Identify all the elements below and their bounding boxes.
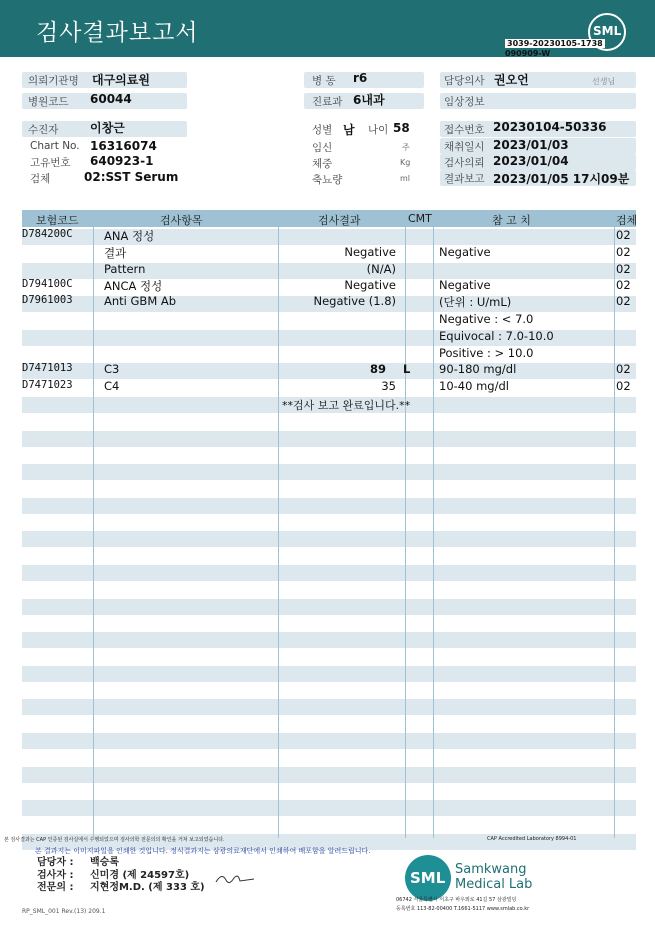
age-label: 나이 — [368, 124, 389, 136]
cell-reference: Negative : < 7.0 — [439, 312, 534, 326]
table-stripe — [22, 699, 636, 715]
column-divider — [278, 210, 279, 838]
collection-date-label: 채취일시 — [444, 141, 485, 153]
cell-specimen: 02 — [616, 278, 631, 292]
company-name-line1: Samkwang — [455, 862, 527, 877]
table-stripe — [22, 498, 636, 514]
company-logo-text: SML — [410, 869, 446, 887]
cell-specimen: 02 — [616, 228, 631, 242]
cell-reference: Negative — [439, 278, 491, 292]
cell-item: Pattern — [104, 262, 146, 276]
cell-specimen: 02 — [616, 379, 631, 393]
staff-label: 검사자 : — [37, 870, 74, 881]
pregnancy-unit: 주 — [402, 143, 410, 152]
pregnancy-label: 임신 — [312, 142, 333, 154]
cell-reference: 10-40 mg/dl — [439, 379, 509, 393]
requesting-org-label: 의뢰기관명 — [28, 75, 79, 87]
col-header-result: 검사결과 — [318, 214, 361, 227]
weight-unit: Kg — [400, 158, 411, 167]
clinical-info-label: 임상정보 — [444, 96, 485, 108]
cell-result: 35 — [381, 379, 396, 393]
cell-specimen: 02 — [616, 245, 631, 259]
cell-item: ANA 정성 — [104, 229, 155, 243]
hospital-code-label: 병원코드 — [28, 96, 69, 108]
table-stripe — [22, 767, 636, 783]
weight-label: 체중 — [312, 158, 333, 170]
table-stripe — [22, 565, 636, 581]
table-stripe — [22, 666, 636, 682]
cell-item: ANCA 정성 — [104, 279, 163, 293]
table-stripe — [22, 733, 636, 749]
receipt-no-label: 접수번호 — [444, 124, 485, 136]
cell-code: D7471013 — [22, 362, 73, 374]
cell-specimen: 02 — [616, 262, 631, 276]
doctor-suffix: 선생님 — [592, 77, 616, 86]
cell-result: 89 — [369, 362, 386, 376]
report-complete-text: **검사 보고 완료입니다.** — [282, 399, 411, 412]
col-header-specimen: 검체 — [616, 214, 638, 227]
ward-label: 병 동 — [312, 75, 336, 87]
cell-code: D784200C — [22, 228, 73, 240]
table-stripe — [22, 632, 636, 648]
specimen-label: 검체 — [30, 173, 51, 185]
cell-code: D7471023 — [22, 379, 73, 391]
patient-label: 수진자 — [28, 124, 59, 136]
chart-no-value: 16316074 — [90, 139, 157, 153]
cell-result: Negative — [344, 278, 396, 292]
table-stripe — [22, 599, 636, 615]
col-header-item: 검사항목 — [160, 214, 203, 227]
unique-no-value: 640923-1 — [90, 154, 154, 168]
col-header-reference: 참 고 치 — [492, 214, 531, 227]
company-address: 06742 서울특별시 서초구 바우뫼로 41길 57 삼광빌딩 — [396, 897, 517, 903]
sex-label: 성별 — [312, 124, 333, 136]
table-stripe — [22, 531, 636, 547]
reference-number: 3039-20230105-1738 — [507, 39, 603, 48]
request-date-value: 2023/01/04 — [493, 154, 569, 168]
unique-no-label: 고유번호 — [30, 157, 71, 169]
company-contact: 등록번호 113-82-00400 T.1661-5117 www.smlab.co.kr — [396, 906, 530, 912]
urine-unit: ml — [400, 174, 411, 183]
form-code: RP_SML_001 Rev.(13) 209.1 — [22, 908, 106, 915]
staff-value: 백승록 — [90, 857, 119, 868]
specimen-value: 02:SST Serum — [84, 170, 179, 184]
cell-specimen: 02 — [616, 294, 631, 308]
ward-value: r6 — [353, 71, 368, 85]
table-stripe — [22, 800, 636, 816]
hospital-code-value: 60044 — [90, 92, 132, 106]
department-value: 6내과 — [353, 93, 385, 107]
column-divider — [93, 210, 94, 838]
age-value: 58 — [393, 121, 410, 135]
chart-no-label: Chart No. — [30, 140, 80, 152]
urine-label: 축뇨량 — [312, 174, 343, 186]
reference-suffix: 090909-W — [505, 49, 551, 58]
cell-item: Anti GBM Ab — [104, 294, 177, 308]
table-stripe — [22, 431, 636, 447]
report-date-label: 결과보고 — [444, 173, 485, 185]
cell-reference: Positive : > 10.0 — [439, 346, 534, 360]
cell-reference: Negative — [439, 245, 491, 259]
staff-label: 전문의 : — [37, 882, 74, 893]
header-logo-text: SML — [593, 24, 622, 38]
staff-value: 신미경 (제 24597호) — [90, 870, 190, 881]
cell-item: C3 — [104, 362, 120, 376]
cell-specimen: 02 — [616, 362, 631, 376]
column-divider — [614, 210, 615, 838]
table-stripe — [22, 464, 636, 480]
sex-value: 남 — [343, 123, 355, 137]
request-date-label: 검사의뢰 — [444, 157, 485, 169]
cell-code: D794100C — [22, 278, 73, 290]
cell-result: Negative — [344, 245, 396, 259]
cell-reference: (단위 : U/mL) — [439, 295, 512, 309]
staff-value: 지현정M.D. (제 333 호) — [90, 882, 205, 893]
column-divider — [433, 210, 434, 838]
cell-flag: L — [403, 362, 411, 376]
doctor-value: 권오언 — [494, 73, 529, 87]
collection-date-value: 2023/01/03 — [493, 138, 569, 152]
col-header-cmt: CMT — [408, 212, 432, 225]
signature-icon — [214, 870, 258, 886]
cell-result: Negative (1.8) — [313, 294, 396, 308]
doctor-label: 담당의사 — [444, 75, 485, 87]
cell-item: C4 — [104, 379, 120, 393]
staff-label: 담당자 : — [37, 857, 74, 868]
cell-result: (N/A) — [366, 262, 396, 276]
document-title: 검사결과보고서 — [36, 20, 199, 46]
receipt-no-value: 20230104-50336 — [493, 120, 607, 134]
cell-reference: Equivocal : 7.0-10.0 — [439, 329, 554, 343]
report-date-value: 2023/01/05 17시09분 — [493, 172, 630, 186]
fine-print-left: 본 검사결과는 CAP 인증된 검사실에서 수행되었으며 검사의학 전문의의 확인을 거쳐 보고되었습니다. — [4, 837, 225, 843]
cell-reference: 90-180 mg/dl — [439, 362, 517, 376]
cell-item: 결과 — [104, 246, 127, 260]
patient-value: 이창근 — [90, 121, 125, 135]
fine-print-right: CAP Accredited Laboratory 8994-01 — [487, 836, 577, 842]
company-name-line2: Medical Lab — [455, 877, 533, 892]
department-label: 진료과 — [312, 96, 343, 108]
column-divider — [405, 210, 406, 838]
cell-code: D7961003 — [22, 294, 73, 306]
requesting-org-value: 대구의료원 — [92, 73, 150, 87]
image-notice: 본 결과지는 이미지파일을 인쇄한 것입니다. 정식결과지는 삼광의료재단에서 인쇄하여 배포함을 알려드립니다. — [35, 847, 371, 855]
col-header-code: 보험코드 — [36, 214, 79, 227]
